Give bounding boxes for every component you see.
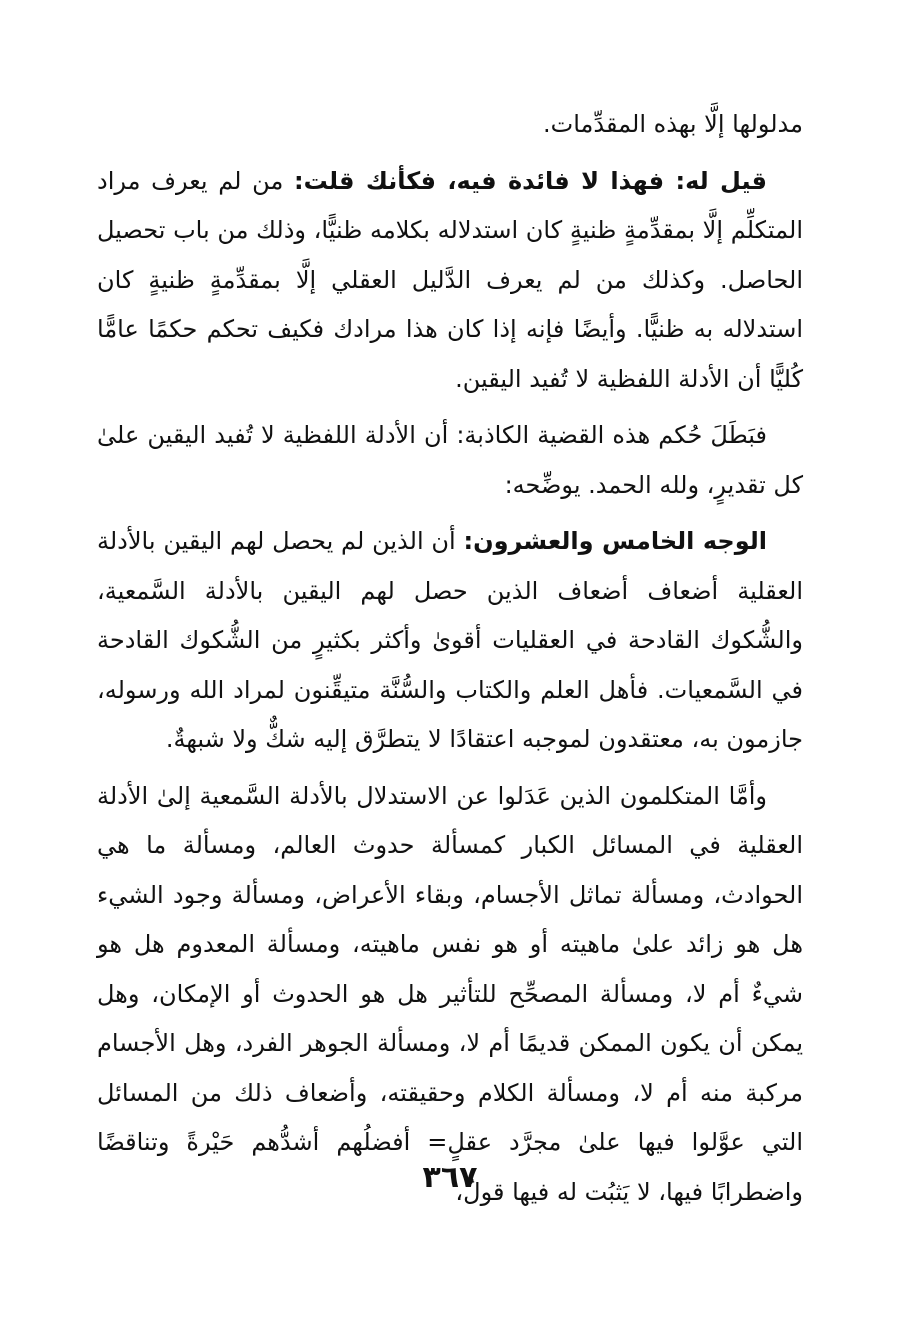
page-body [97, 100, 803, 1224]
paragraph-text: فبَطَلَ حُكم هذه القضية الكاذبة: أن الأدلة اللفظية لا تُفيد اليقين علىٰ كل تقديرٍ، ولله الحمد. يوضِّحه: [97, 421, 803, 499]
paragraph-text: من لم يعرف مراد المتكلِّم إلَّا بمقدِّمةٍ ظنيةٍ كان استدلاله بكلامه ظنيًّا، وذلك من باب تحصيل الحاصل. وكذلك من لم يعرف الدَّليل العقلي إلَّا بمقدِّمةٍ ظنيةٍ كان استدلاله به ظنيًّا. وأيضًا فإنه إذا كان هذا مرادك فكيف تحكم حكمًا عامًّا كُليًّا أن الأدلة اللفظية لا تُفيد اليقين. [97, 166, 803, 393]
paragraph-qila-lahu [97, 157, 803, 405]
paragraph-text: مدلولها إلَّا بهذه المقدِّمات. [543, 110, 803, 138]
paragraph-lead: قيل له: فهذا لا فائدة فيه، فكأنك قلت: [293, 166, 767, 195]
paragraph-fabatala [97, 411, 803, 510]
paragraph-mutakallimun [97, 772, 803, 1218]
page-number: ٣٦٧ [422, 1160, 478, 1195]
paragraph-text: أن الذين لم يحصل لهم اليقين بالأدلة العقلية أضعاف أضعاف الذين حصل لهم اليقين بالأدلة السَّمعية، والشُّكوك القادحة في العقليات أقوىٰ وأكثر بكثيرٍ من الشُّكوك القادحة في السَّمعيات. فأهل العلم والكتاب والسُّنَّة متيقِّنون لمراد الله ورسوله، جازمون به، معتقدون لموجبه اعتقادًا لا يتطرَّق إليه شكٌّ ولا شبهةٌ. [97, 527, 803, 753]
paragraph-wajh-25 [97, 517, 803, 765]
paragraph-continuation [97, 100, 803, 150]
paragraph-text: وأمَّا المتكلمون الذين عَدَلوا عن الاستدلال بالأدلة السَّمعية إلىٰ الأدلة العقلية في المسائل الكبار كمسألة حدوث العالم، ومسألة ما هي الحوادث، ومسألة تماثل الأجسام، وبقاء الأعراض، ومسألة وجود الشيء هل هو زائد علىٰ ماهيته أو هو نفس ماهيته، ومسألة المعدوم هل هو شيءٌ أم لا، ومسألة المصحِّح للتأثير هل هو الحدوث أو الإمكان، وهل يمكن أن يكون الممكن قديمًا أم لا، ومسألة الجوهر الفرد، وهل الأجسام مركبة منه أم لا، ومسألة الكلام وحقيقته، وأضعاف ذلك من المسائل التي عوَّلوا فيها علىٰ مجرَّد عقلٍ= أفضلُهم أشدُّهم حَيْرةً وتناقضًا واضطرابًا فيها، لا يَثبُت له فيها قولٌ، [97, 781, 803, 1206]
paragraph-lead: الوجه الخامس والعشرون: [463, 527, 768, 555]
